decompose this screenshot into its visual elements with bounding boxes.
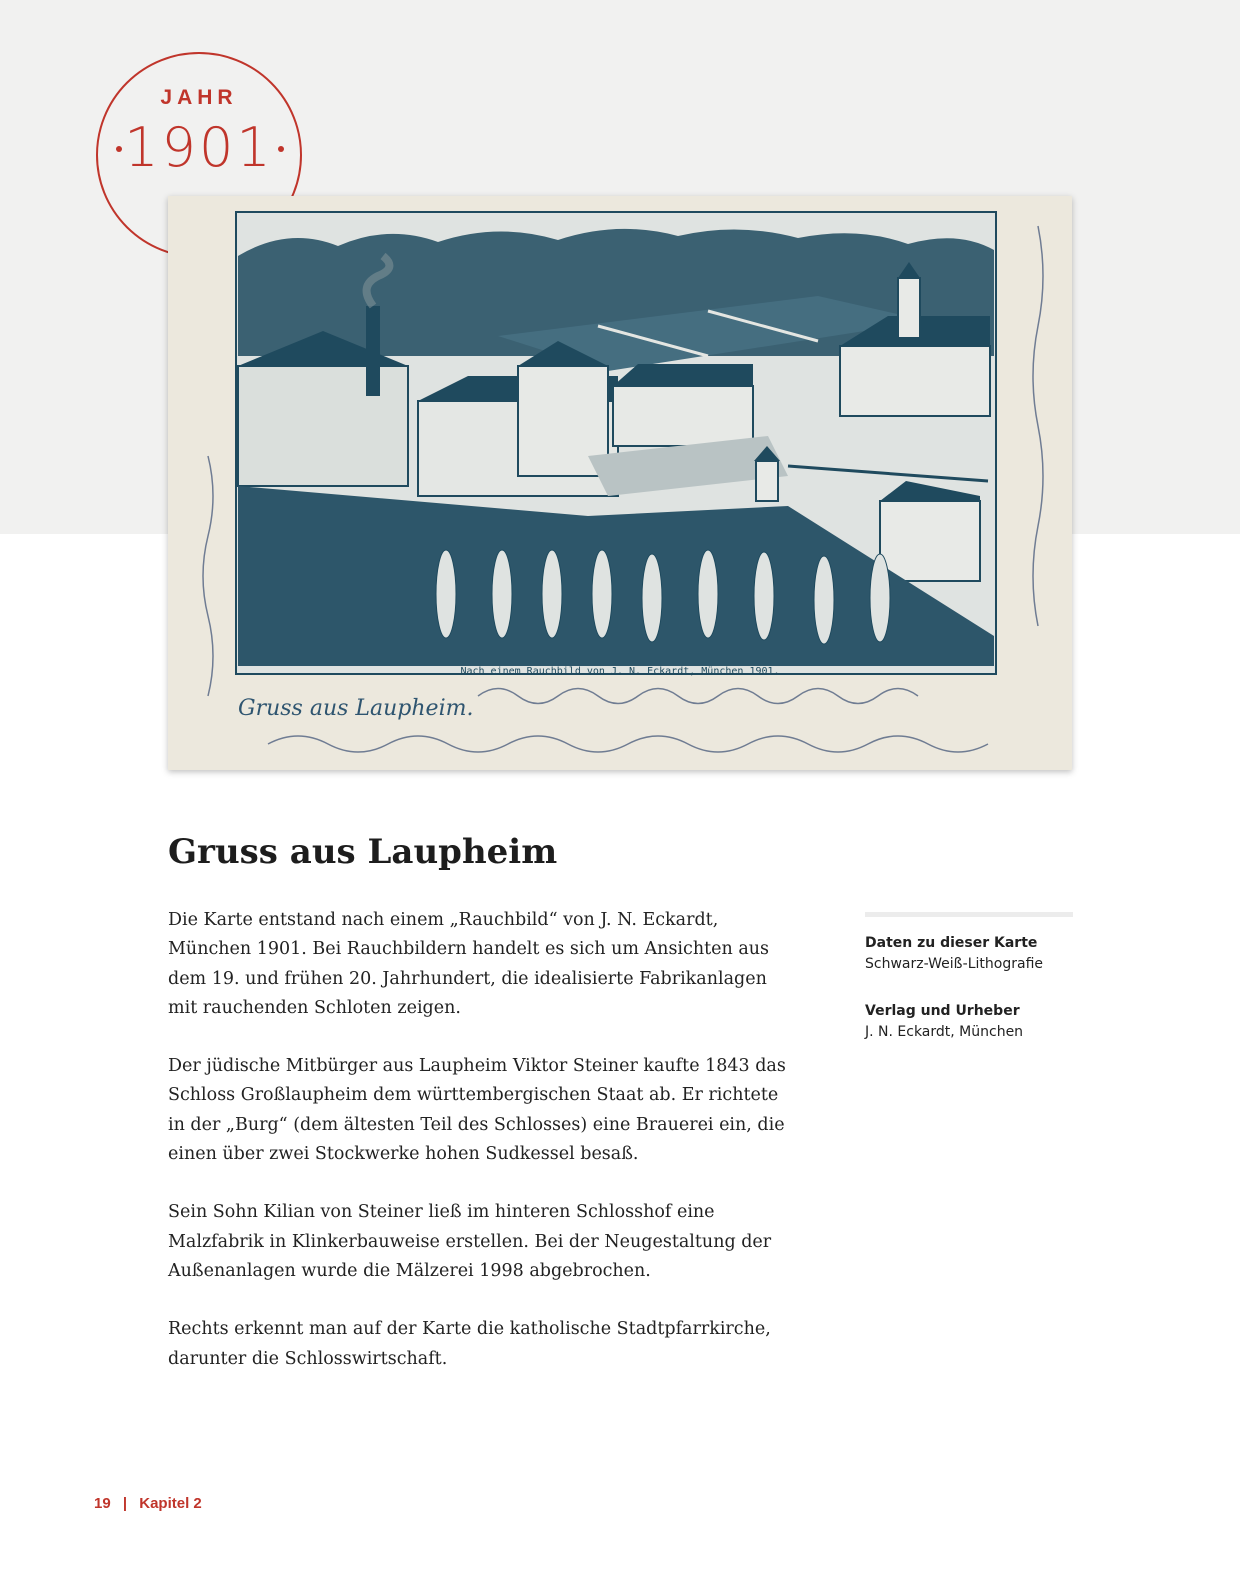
stamp-label: JAHR (160, 86, 238, 109)
page-number: 19 (94, 1495, 111, 1512)
page-footer (94, 1495, 202, 1512)
footer-separator: | (122, 1495, 128, 1512)
card-details-sidebar (865, 912, 1073, 1069)
stamp-dot-right (278, 146, 284, 152)
postcard-greeting: Gruss aus Laupheim. (238, 696, 474, 721)
article-title: Gruss aus Laupheim (168, 832, 558, 872)
postcard-image (168, 196, 1072, 770)
chapter-label: Kapitel 2 (139, 1495, 202, 1512)
article-paragraph: Die Karte entstand nach einem „Rauchbild“ von J. N. Eckardt, München 1901. Bei Rauchbildern handelt es sich um Ansichten aus dem 19. und frühen 20. Jahrhundert, die idealisierte Fabrikanlagen mit rauchenden Schloten zeigen. (168, 910, 769, 1018)
publisher-label: Verlag und Urheber (865, 1003, 1020, 1019)
postcard-illustration (168, 196, 1072, 770)
stamp-year: 1901 (124, 116, 274, 179)
details-label: Daten zu dieser Karte (865, 935, 1038, 951)
details-value: Schwarz-Weiß-Lithografie (865, 956, 1044, 972)
article-paragraph: Sein Sohn Kilian von Steiner ließ im hinteren Schlosshof eine Malzfabrik in Klinkerbauweise erstellen. Bei der Neugestaltung der Außenanlagen wurde die Mälzerei 1998 abgebrochen. (168, 1202, 772, 1281)
article-paragraph: Der jüdische Mitbürger aus Laupheim Viktor Steiner kaufte 1843 das Schloss Großlaupheim dem württembergischen Staat ab. Er richtete in der „Burg“ (dem ältesten Teil des Schlosses) eine Brauerei ein, die einen über zwei Stockwerke hohen Sudkessel besaß. (168, 1056, 786, 1165)
article-body (168, 906, 798, 1403)
publisher-value: J. N. Eckardt, München (865, 1024, 1024, 1040)
postcard-caption: Nach einem Rauchbild von J. N. Eckardt, München 1901. (460, 666, 780, 677)
article-paragraph: Rechts erkennt man auf der Karte die katholische Stadtpfarrkirche, darunter die Schlosswirtschaft. (168, 1319, 771, 1369)
